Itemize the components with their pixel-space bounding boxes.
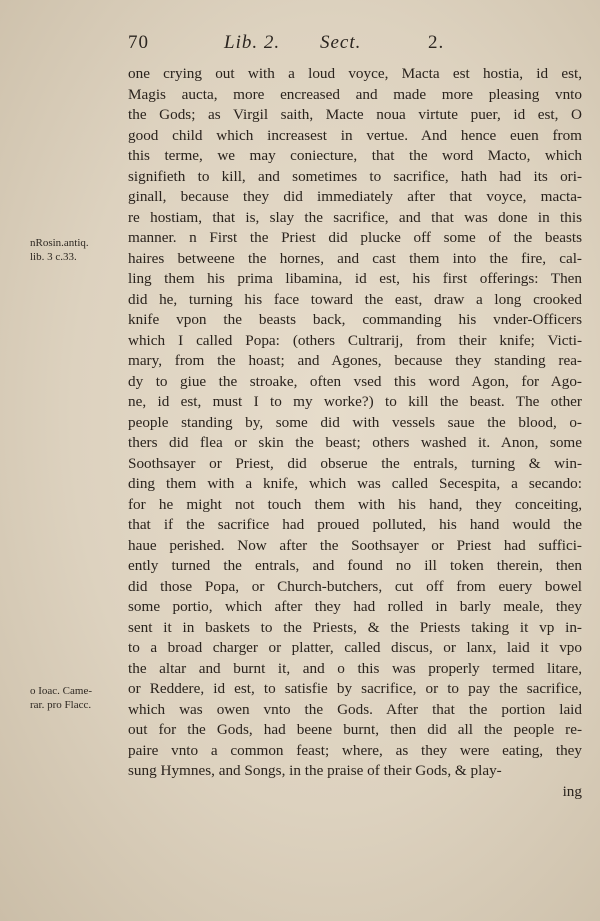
text-line: people standing by, some did with vessels saue the blood, o-: [128, 413, 582, 431]
margin-note-text: o Ioac. Came- rar. pro Flacc.: [30, 685, 92, 711]
text-line: which I called Popa: (others Cultrarij, from their knife; Victi-: [128, 331, 582, 349]
text-line: which was owen vnto the Gods. After that the portion laid: [128, 700, 582, 718]
section-number: 2.: [428, 32, 445, 53]
text-line: ginall, because they did immediately after that voyce, macta-: [128, 188, 582, 205]
text-line: mary, from the hoast; and Agones, because they standing rea-: [128, 352, 582, 369]
text-line: dy to giue the stroake, often vsed this word Agon, for Ago-: [128, 372, 582, 390]
text-line: signifieth to kill, and sometimes to sacrifice, hath had its ori-: [128, 167, 582, 185]
text-line: sent it in baskets to the Priests, & the Priests taking it vp in-: [128, 618, 582, 636]
text-line: the altar and burnt it, and o this was properly termed litare,: [128, 659, 582, 677]
text-line: good child which increasest in vertue. And hence euen from: [128, 126, 582, 144]
text-line: Magis aucta, more encreased and made more pleasing vnto: [128, 85, 582, 103]
text-line: the Gods; as Virgil saith, Macte noua virtute puer, id est, O: [128, 106, 582, 123]
text-line: to a broad charger or platter, called discus, or lanx, laid it vpo: [128, 639, 582, 656]
margin-note-camerarius: [30, 684, 126, 712]
text-line: some portio, which after they had rolled in barly meale, they: [128, 598, 582, 615]
text-line: Soothsayer or Priest, did obserue the entrals, turning & win-: [128, 454, 582, 472]
section-label: Sect.: [320, 32, 362, 53]
text-line: out for the Gods, had beene burnt, then did all the people re-: [128, 721, 582, 738]
text-line: this terme, we may coniecture, that the word Macto, which: [128, 147, 582, 164]
catchword: ing: [562, 782, 582, 800]
text-line: ne, id est, must I to my worke?) to kill the beast. The other: [128, 393, 582, 410]
text-line: that if the sacrifice had proued polluted, his hand would the: [128, 516, 582, 533]
book-label: Lib. 2.: [224, 32, 281, 53]
body-text: [128, 64, 582, 802]
text-line: did those Popa, or Church-butchers, cut off from euery bowel: [128, 577, 582, 595]
text-line: did he, turning his face toward the east, draw a long crooked: [128, 290, 582, 308]
text-line: re hostiam, that is, slay the sacrifice, and that was done in this: [128, 208, 582, 226]
text-line: manner. n First the Priest did plucke off some of the beasts: [128, 229, 582, 246]
text-line: haires betweene the hornes, and cast them into the fire, cal-: [128, 249, 582, 267]
text-line: sung Hymnes, and Songs, in the praise of their Gods, & play-: [128, 762, 502, 779]
text-line: knife vpon the beasts back, commanding his vnder-Officers: [128, 311, 582, 328]
text-line: ling them his prima libamina, id est, his first offerings: Then: [128, 270, 582, 287]
text-line: or Reddere, id est, to satisfie by sacrifice, or to pay the sacrifice,: [128, 680, 582, 697]
text-line: for he might not touch them with his hand, they conceiting,: [128, 495, 582, 513]
text-line: haue perished. Now after the Soothsayer or Priest had suffici-: [128, 536, 582, 554]
text-line: ently turned the entrals, and found no ill token therein, then: [128, 557, 582, 574]
text-line: ding them with a knife, which was called Secespita, a secando:: [128, 475, 582, 492]
text-line: one crying out with a loud voyce, Macta est hostia, id est,: [128, 65, 582, 82]
page-number: 70: [128, 32, 149, 53]
margin-note-text: nRosin.antiq. lib. 3 c.33.: [30, 237, 89, 263]
text-line: paire vnto a common feast; where, as they were eating, they: [128, 741, 582, 759]
text-line: thers did flea or skin the beast; others washed it. Anon, some: [128, 434, 582, 451]
running-header: [128, 32, 458, 58]
margin-note-rosinus: [30, 236, 126, 264]
